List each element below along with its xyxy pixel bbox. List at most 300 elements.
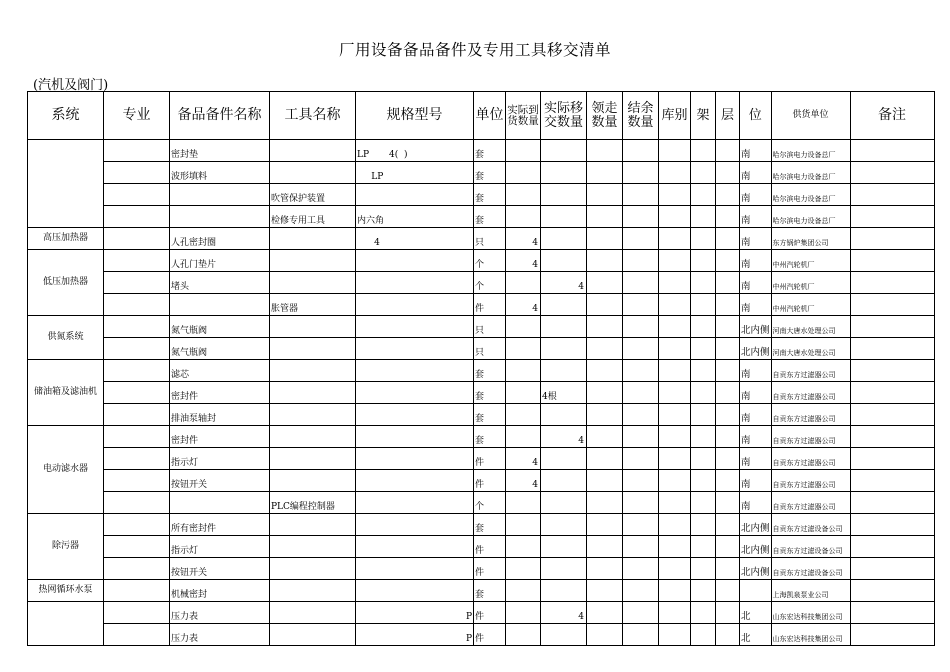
shelf-cell — [691, 360, 716, 382]
tool-name-cell — [270, 162, 356, 184]
unit-cell: 套 — [474, 514, 506, 536]
warehouse-cell — [659, 360, 691, 382]
specialty-cell — [104, 470, 170, 492]
position-cell: 南 — [740, 140, 772, 162]
spec-cell — [356, 272, 474, 294]
taken-cell — [587, 602, 623, 624]
delivered-cell — [506, 338, 541, 360]
page-title: 厂用设备备品备件及专用工具移交清单 — [338, 41, 611, 59]
header-shelf: 架 — [691, 92, 716, 140]
spec-cell — [356, 360, 474, 382]
delivered-cell: 4 — [506, 228, 541, 250]
supplier-cell: 自贡东方过滤器公司 — [771, 470, 850, 492]
supplier-cell: 自贡东方过滤器公司 — [771, 382, 850, 404]
remaining-cell — [623, 470, 659, 492]
taken-cell — [587, 404, 623, 426]
layer-cell — [716, 470, 740, 492]
spec-cell: 4 — [356, 228, 474, 250]
spec-cell — [356, 382, 474, 404]
position-cell: 南 — [740, 426, 772, 448]
supplier-cell: 哈尔滨电力设备总厂 — [771, 140, 850, 162]
remarks-cell — [850, 162, 934, 184]
supplier-cell: 自贡东方过滤器公司 — [771, 492, 850, 514]
part-name-cell: 指示灯 — [170, 448, 270, 470]
remarks-cell — [850, 382, 934, 404]
warehouse-cell — [659, 514, 691, 536]
layer-cell — [716, 162, 740, 184]
header-actual-transferred: 实际移交数量 — [541, 92, 587, 140]
table-row — [28, 382, 935, 404]
table-row — [28, 558, 935, 580]
part-name-cell — [170, 294, 270, 316]
transferred-cell — [541, 206, 587, 228]
layer-cell — [716, 448, 740, 470]
delivered-cell — [506, 514, 541, 536]
position-cell: 南 — [740, 184, 772, 206]
delivered-cell — [506, 558, 541, 580]
taken-cell — [587, 360, 623, 382]
supplier-cell: 哈尔滨电力设备总厂 — [771, 184, 850, 206]
shelf-cell — [691, 558, 716, 580]
taken-cell — [587, 162, 623, 184]
specialty-cell — [104, 514, 170, 536]
transferred-cell — [541, 250, 587, 272]
taken-cell — [587, 624, 623, 646]
shelf-cell — [691, 228, 716, 250]
supplier-cell: 河南大唐水处理公司 — [771, 338, 850, 360]
tool-name-cell — [270, 228, 356, 250]
header-system: 系统 — [28, 92, 104, 140]
taken-cell — [587, 426, 623, 448]
shelf-cell — [691, 294, 716, 316]
shelf-cell — [691, 580, 716, 602]
unit-cell: 件 — [474, 448, 506, 470]
layer-cell — [716, 250, 740, 272]
remarks-cell — [850, 184, 934, 206]
transferred-cell — [541, 492, 587, 514]
part-name-cell: 密封件 — [170, 426, 270, 448]
header-part-name: 备品备件名称 — [170, 92, 270, 140]
position-cell: 北 — [740, 624, 772, 646]
position-cell — [740, 580, 772, 602]
part-name-cell: 人孔密封圈 — [170, 228, 270, 250]
part-name-cell: 压力表 — [170, 602, 270, 624]
remarks-cell — [850, 580, 934, 602]
supplier-cell: 东方锅炉集团公司 — [771, 228, 850, 250]
remaining-cell — [623, 602, 659, 624]
part-name-cell — [170, 492, 270, 514]
transferred-cell — [541, 184, 587, 206]
transferred-cell — [541, 228, 587, 250]
remarks-cell — [850, 448, 934, 470]
table-row — [28, 514, 935, 536]
transferred-cell: 4 — [541, 272, 587, 294]
supplier-cell: 自贡东方过滤设备公司 — [771, 536, 850, 558]
position-cell: 南 — [740, 206, 772, 228]
table-body — [28, 140, 935, 646]
transferred-cell — [541, 360, 587, 382]
delivered-cell — [506, 206, 541, 228]
remarks-cell — [850, 250, 934, 272]
specialty-cell — [104, 360, 170, 382]
remaining-cell — [623, 404, 659, 426]
remaining-cell — [623, 514, 659, 536]
taken-cell — [587, 338, 623, 360]
unit-cell: 件 — [474, 602, 506, 624]
remarks-cell — [850, 316, 934, 338]
header-taken-qty: 领走数量 — [587, 92, 623, 140]
part-name-cell: 人孔门垫片 — [170, 250, 270, 272]
spec-cell — [356, 580, 474, 602]
taken-cell — [587, 250, 623, 272]
spec-cell — [356, 492, 474, 514]
shelf-cell — [691, 140, 716, 162]
warehouse-cell — [659, 558, 691, 580]
part-name-cell: 氮气瓶阀 — [170, 316, 270, 338]
delivered-cell — [506, 140, 541, 162]
remarks-cell — [850, 140, 934, 162]
part-name-cell: 所有密封件 — [170, 514, 270, 536]
layer-cell — [716, 184, 740, 206]
shelf-cell — [691, 624, 716, 646]
position-cell: 南 — [740, 448, 772, 470]
tool-name-cell — [270, 426, 356, 448]
layer-cell — [716, 316, 740, 338]
remarks-cell — [850, 426, 934, 448]
supplier-cell: 自贡东方过滤器公司 — [771, 448, 850, 470]
taken-cell — [587, 140, 623, 162]
taken-cell — [587, 382, 623, 404]
unit-cell: 件 — [474, 470, 506, 492]
taken-cell — [587, 184, 623, 206]
specialty-cell — [104, 382, 170, 404]
remarks-cell — [850, 536, 934, 558]
position-cell: 南 — [740, 492, 772, 514]
part-name-cell: 机械密封 — [170, 580, 270, 602]
tool-name-cell — [270, 316, 356, 338]
spec-cell — [356, 250, 474, 272]
tool-name-cell — [270, 250, 356, 272]
table-row — [28, 360, 935, 382]
position-cell: 南 — [740, 360, 772, 382]
header-supplier: 供货单位 — [771, 92, 850, 140]
table-row — [28, 316, 935, 338]
specialty-cell — [104, 492, 170, 514]
shelf-cell — [691, 514, 716, 536]
part-name-cell: 指示灯 — [170, 536, 270, 558]
spec-cell: P — [356, 624, 474, 646]
transferred-cell — [541, 514, 587, 536]
part-name-cell: 滤芯 — [170, 360, 270, 382]
supplier-cell: 中州汽轮机厂 — [771, 294, 850, 316]
warehouse-cell — [659, 206, 691, 228]
spec-cell — [356, 426, 474, 448]
shelf-cell — [691, 382, 716, 404]
transferred-cell — [541, 536, 587, 558]
remaining-cell — [623, 492, 659, 514]
transferred-cell: 4根 — [541, 382, 587, 404]
specialty-cell — [104, 558, 170, 580]
table-row — [28, 228, 935, 250]
spec-cell — [356, 338, 474, 360]
layer-cell — [716, 140, 740, 162]
header-remaining-qty: 结余数量 — [623, 92, 659, 140]
layer-cell — [716, 404, 740, 426]
remarks-cell — [850, 206, 934, 228]
spec-cell — [356, 514, 474, 536]
position-cell: 北内侧 — [740, 316, 772, 338]
delivered-cell: 4 — [506, 470, 541, 492]
remaining-cell — [623, 558, 659, 580]
remaining-cell — [623, 448, 659, 470]
tool-name-cell — [270, 404, 356, 426]
unit-cell: 件 — [474, 624, 506, 646]
taken-cell — [587, 294, 623, 316]
position-cell: 南 — [740, 250, 772, 272]
unit-cell: 套 — [474, 360, 506, 382]
unit-cell: 套 — [474, 184, 506, 206]
part-name-cell: 堵头 — [170, 272, 270, 294]
position-cell: 北内侧 — [740, 558, 772, 580]
unit-cell: 套 — [474, 140, 506, 162]
position-cell: 南 — [740, 382, 772, 404]
unit-cell: 个 — [474, 492, 506, 514]
system-cell: 储油箱及滤油机 — [28, 360, 104, 426]
delivered-cell — [506, 272, 541, 294]
layer-cell — [716, 580, 740, 602]
header-position: 位 — [740, 92, 772, 140]
specialty-cell — [104, 426, 170, 448]
layer-cell — [716, 360, 740, 382]
supplier-cell: 自贡东方过滤设备公司 — [771, 558, 850, 580]
unit-cell: 只 — [474, 228, 506, 250]
table-row — [28, 206, 935, 228]
warehouse-cell — [659, 448, 691, 470]
layer-cell — [716, 206, 740, 228]
shelf-cell — [691, 470, 716, 492]
part-name-cell: 排油泵轴封 — [170, 404, 270, 426]
shelf-cell — [691, 426, 716, 448]
table-row — [28, 580, 935, 602]
specialty-cell — [104, 448, 170, 470]
table-row — [28, 162, 935, 184]
delivered-cell — [506, 382, 541, 404]
remarks-cell — [850, 360, 934, 382]
table-row — [28, 536, 935, 558]
specialty-cell — [104, 404, 170, 426]
delivered-cell — [506, 316, 541, 338]
part-name-cell: 按钮开关 — [170, 558, 270, 580]
supplier-cell: 哈尔滨电力设备总厂 — [771, 206, 850, 228]
position-cell: 南 — [740, 404, 772, 426]
remaining-cell — [623, 382, 659, 404]
transferred-cell — [541, 338, 587, 360]
remaining-cell — [623, 360, 659, 382]
table-row — [28, 404, 935, 426]
layer-cell — [716, 382, 740, 404]
transferred-cell — [541, 580, 587, 602]
taken-cell — [587, 206, 623, 228]
table-row — [28, 492, 935, 514]
transferred-cell: 4 — [541, 602, 587, 624]
remaining-cell — [623, 338, 659, 360]
layer-cell — [716, 426, 740, 448]
specialty-cell — [104, 206, 170, 228]
spec-cell — [356, 184, 474, 206]
supplier-cell: 自贡东方过滤设备公司 — [771, 514, 850, 536]
specialty-cell — [104, 250, 170, 272]
warehouse-cell — [659, 250, 691, 272]
tool-name-cell: 胀管器 — [270, 294, 356, 316]
layer-cell — [716, 602, 740, 624]
taken-cell — [587, 228, 623, 250]
remarks-cell — [850, 492, 934, 514]
remarks-cell — [850, 294, 934, 316]
table-row — [28, 140, 935, 162]
table-row — [28, 448, 935, 470]
taken-cell — [587, 558, 623, 580]
supplier-cell: 哈尔滨电力设备总厂 — [771, 162, 850, 184]
specialty-cell — [104, 184, 170, 206]
tool-name-cell — [270, 360, 356, 382]
warehouse-cell — [659, 382, 691, 404]
layer-cell — [716, 624, 740, 646]
remarks-cell — [850, 338, 934, 360]
warehouse-cell — [659, 184, 691, 206]
header-remarks: 备注 — [850, 92, 934, 140]
tool-name-cell — [270, 514, 356, 536]
supplier-cell: 中州汽轮机厂 — [771, 250, 850, 272]
layer-cell — [716, 294, 740, 316]
header-tool-name: 工具名称 — [270, 92, 356, 140]
warehouse-cell — [659, 580, 691, 602]
specialty-cell — [104, 536, 170, 558]
remaining-cell — [623, 250, 659, 272]
specialty-cell — [104, 316, 170, 338]
tool-name-cell — [270, 580, 356, 602]
taken-cell — [587, 536, 623, 558]
supplier-cell: 上海凯泉泵业公司 — [771, 580, 850, 602]
supplier-cell: 河南大唐水处理公司 — [771, 316, 850, 338]
remaining-cell — [623, 426, 659, 448]
remarks-cell — [850, 404, 934, 426]
system-cell: 除污器 — [28, 514, 104, 580]
spec-cell: 内六角 — [356, 206, 474, 228]
header-warehouse: 库别 — [659, 92, 691, 140]
unit-cell: 只 — [474, 338, 506, 360]
warehouse-cell — [659, 470, 691, 492]
system-cell: 热网循环水泵 — [28, 580, 104, 602]
unit-cell: 件 — [474, 536, 506, 558]
supplier-cell: 山东宏达科技集团公司 — [771, 624, 850, 646]
position-cell: 南 — [740, 470, 772, 492]
unit-cell: 套 — [474, 382, 506, 404]
specialty-cell — [104, 272, 170, 294]
unit-cell: 个 — [474, 272, 506, 294]
transferred-cell: 4 — [541, 426, 587, 448]
position-cell: 北内侧 — [740, 514, 772, 536]
taken-cell — [587, 448, 623, 470]
specialty-cell — [104, 602, 170, 624]
warehouse-cell — [659, 294, 691, 316]
spec-cell — [356, 470, 474, 492]
transferred-cell — [541, 162, 587, 184]
warehouse-cell — [659, 228, 691, 250]
header-layer: 层 — [716, 92, 740, 140]
warehouse-cell — [659, 536, 691, 558]
remaining-cell — [623, 580, 659, 602]
table-row — [28, 272, 935, 294]
remarks-cell — [850, 272, 934, 294]
shelf-cell — [691, 316, 716, 338]
tool-name-cell: PLC编程控制器 — [270, 492, 356, 514]
specialty-cell — [104, 140, 170, 162]
system-cell — [28, 602, 104, 646]
warehouse-cell — [659, 140, 691, 162]
shelf-cell — [691, 404, 716, 426]
supplier-cell: 自贡东方过滤器公司 — [771, 426, 850, 448]
part-name-cell: 密封件 — [170, 382, 270, 404]
header-unit: 单位 — [474, 92, 506, 140]
spec-cell — [356, 536, 474, 558]
part-name-cell: 波形填料 — [170, 162, 270, 184]
layer-cell — [716, 558, 740, 580]
unit-cell: 套 — [474, 426, 506, 448]
spec-cell: P — [356, 602, 474, 624]
tool-name-cell — [270, 536, 356, 558]
warehouse-cell — [659, 492, 691, 514]
shelf-cell — [691, 272, 716, 294]
tool-name-cell — [270, 382, 356, 404]
taken-cell — [587, 492, 623, 514]
spec-cell: LP 4( ) — [356, 140, 474, 162]
table-row — [28, 426, 935, 448]
unit-cell: 只 — [474, 316, 506, 338]
delivered-cell — [506, 426, 541, 448]
taken-cell — [587, 470, 623, 492]
remarks-cell — [850, 558, 934, 580]
transferred-cell — [541, 558, 587, 580]
part-name-cell: 按钮开关 — [170, 470, 270, 492]
layer-cell — [716, 228, 740, 250]
supplier-cell: 山东宏达科技集团公司 — [771, 602, 850, 624]
position-cell: 北 — [740, 602, 772, 624]
supplier-cell: 中州汽轮机厂 — [771, 272, 850, 294]
tool-name-cell: 吹管保护装置 — [270, 184, 356, 206]
warehouse-cell — [659, 338, 691, 360]
system-cell — [28, 140, 104, 228]
layer-cell — [716, 272, 740, 294]
delivered-cell — [506, 624, 541, 646]
specialty-cell — [104, 228, 170, 250]
specialty-cell — [104, 624, 170, 646]
remaining-cell — [623, 206, 659, 228]
warehouse-cell — [659, 602, 691, 624]
tool-name-cell — [270, 602, 356, 624]
spec-cell — [356, 448, 474, 470]
system-cell: 电动滤水器 — [28, 426, 104, 514]
taken-cell — [587, 580, 623, 602]
part-name-cell: 密封垫 — [170, 140, 270, 162]
delivered-cell — [506, 536, 541, 558]
delivered-cell: 4 — [506, 250, 541, 272]
remaining-cell — [623, 624, 659, 646]
delivered-cell — [506, 162, 541, 184]
transferred-cell — [541, 404, 587, 426]
shelf-cell — [691, 448, 716, 470]
part-name-cell: 压力表 — [170, 624, 270, 646]
shelf-cell — [691, 536, 716, 558]
